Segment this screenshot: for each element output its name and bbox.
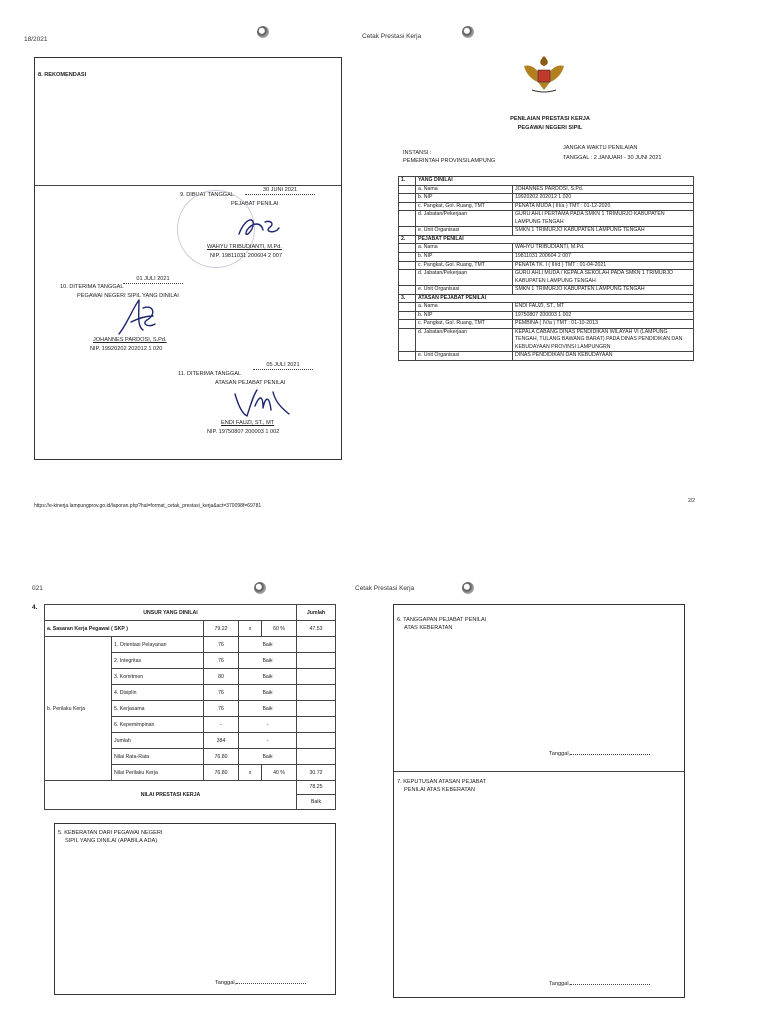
- section-title: ATASAN PEJABAT PENILAI: [416, 294, 694, 303]
- table-row: [399, 352, 694, 361]
- tanggapan-line2: ATAS KEBERATAN: [404, 625, 453, 631]
- identity-table: [398, 176, 694, 361]
- keputusan-line1: 7. KEPUTUSAN ATASAN PEJABAT: [397, 779, 487, 785]
- section-4-number: 4.: [32, 604, 38, 611]
- empty-cell: [297, 653, 336, 669]
- signature-2: [113, 294, 163, 342]
- perilaku-item-label: 1. Orientasi Pelayanan: [112, 637, 204, 653]
- doc-title-2: PEGAWAI NEGERI SIPIL: [517, 125, 583, 131]
- nilai-perilaku-total: 30.72: [297, 765, 336, 781]
- section-number: 2.: [399, 235, 416, 244]
- perilaku-item-label: Jumlah: [112, 733, 204, 749]
- page2-date-corner: 021: [32, 585, 43, 592]
- divider: [394, 771, 684, 772]
- sign9-role: PEJABAT PENILAI: [231, 201, 279, 207]
- sign11-date: 05 JULI 2021: [253, 362, 313, 370]
- punch-hole-icon: [257, 26, 269, 38]
- spacer-cell: [399, 252, 416, 261]
- jangka-label: JANGKA WAKTU PENILAIAN: [563, 145, 638, 151]
- sign10-role: PEGAWAI NEGERI SIPIL YANG DINILAI: [77, 293, 179, 299]
- field-value: GURU AHLI MUDA / KEPALA SEKOLAH PADA SMKN 1 TRIMURJO KABUPATEN LAMPUNG TENGAH: [513, 270, 694, 286]
- keputusan-tanggal: Tanggal,: [549, 981, 650, 988]
- sign11-role: ATASAN PEJABAT PENILAI: [215, 380, 286, 386]
- section-title: PEJABAT PENILAI: [416, 235, 694, 244]
- signature-1: [231, 208, 291, 248]
- table-row: [399, 211, 694, 227]
- jumlah-header: Jumlah: [297, 605, 336, 621]
- response-box: [393, 604, 685, 998]
- spacer-cell: [399, 311, 416, 320]
- field-value: SMKN 1 TRIMURJO KABUPATEN LAMPUNG TENGAH: [513, 285, 694, 294]
- page1-date-corner: 18/2021: [24, 36, 48, 43]
- spacer-cell: [399, 194, 416, 203]
- sign11-label: 11. DITERIMA TANGGAL: [178, 371, 242, 377]
- sign9-name: WAHYU TRIBUDIANTI, M.Pd.: [207, 244, 282, 250]
- table-row: [399, 328, 694, 351]
- skp-label: a. Sasaran Kerja Pegawai ( SKP ): [45, 621, 204, 637]
- skp-percent: 60 %: [262, 621, 297, 637]
- perilaku-item-label: 2. Integritas: [112, 653, 204, 669]
- field-value: PEMBINA ( IV/a ) TMT : 01-10-2013: [513, 320, 694, 329]
- table-row: [399, 185, 694, 194]
- table-row: [399, 303, 694, 312]
- field-value: PENATA TK. I ( III/d ) TMT : 01-04-2021: [513, 261, 694, 270]
- signature-box: [34, 57, 342, 460]
- empty-cell: [297, 685, 336, 701]
- empty-cell: [297, 637, 336, 653]
- table-row: [399, 227, 694, 236]
- field-value: 19811031 200604 2 007: [513, 252, 694, 261]
- perilaku-item-score: 76: [204, 685, 239, 701]
- spacer-cell: [399, 227, 416, 236]
- section-number: 3.: [399, 294, 416, 303]
- spacer-cell: [399, 285, 416, 294]
- sign9-date: 30 JUNI 2021: [245, 187, 315, 195]
- spacer-cell: [399, 328, 416, 351]
- spacer-cell: [399, 352, 416, 361]
- sign10-name: JOHANNES PARDOSI, S.Pd.: [93, 337, 167, 343]
- field-label: b. NIP: [416, 194, 513, 203]
- empty-cell: [297, 701, 336, 717]
- nilai-prestasi-cell: [297, 781, 336, 810]
- perilaku-item-score: 80: [204, 669, 239, 685]
- punch-hole-icon: [254, 582, 266, 594]
- tanggapan-line1: 6. TANGGAPAN PEJABAT PENILAI: [397, 617, 487, 623]
- nilai-perilaku-label: Nilai Perilaku Kerja: [112, 765, 204, 781]
- field-label: d. Jabatan/Pekerjaan: [416, 211, 513, 227]
- perilaku-item-label: 5. Kerjasama: [112, 701, 204, 717]
- nilai-perilaku-multiplier: x: [239, 765, 262, 781]
- perilaku-item-label: 6. Kepemimpinan: [112, 717, 204, 733]
- field-value: SMKN 1 TRIMURJO KABUPATEN LAMPUNG TENGAH: [513, 227, 694, 236]
- perilaku-item-score: 384: [204, 733, 239, 749]
- section-number: 1.: [399, 177, 416, 186]
- field-value: ENDI FAUZI, ST., MT: [513, 303, 694, 312]
- skp-multiplier: x: [239, 621, 262, 637]
- table-row: [399, 320, 694, 329]
- field-value: PENATA MUDA ( III/a ) TMT : 01-12-2020: [513, 202, 694, 211]
- field-value: 19920202 202012 1 020: [513, 194, 694, 203]
- perilaku-item-grade: Baik: [239, 685, 297, 701]
- spacer-cell: [399, 320, 416, 329]
- perilaku-item-label: Nilai Rata-Rata: [112, 749, 204, 765]
- table-row: [399, 261, 694, 270]
- field-label: d. Jabatan/Pekerjaan: [416, 328, 513, 351]
- nilai-prestasi-grade: Baik: [310, 799, 322, 805]
- field-label: b. NIP: [416, 311, 513, 320]
- divider: [35, 185, 341, 186]
- punch-hole-icon: [462, 582, 474, 594]
- perilaku-item-grade: Baik: [239, 669, 297, 685]
- field-label: e. Unit Organisasi: [416, 227, 513, 236]
- page2-header-title: Cetak Prestasi Kerja: [355, 585, 415, 592]
- field-value: KEPALA CABANG DINAS PENDIDIKAN WILAYAH VI (LAMPUNG TENGAH, TULANG BAWANG BARAT) PADA DINAS PENDIDIKAN DAN KEBUDAYAAN PROVINSI LAMPUNGRN: [513, 328, 694, 351]
- footer-page-number: 2/2: [688, 498, 695, 504]
- empty-cell: [297, 749, 336, 765]
- garuda-emblem-icon: [520, 52, 568, 96]
- field-value: DINAS PENDIDIKAN DAN KEBUDAYAAN: [513, 352, 694, 361]
- table-row: [399, 270, 694, 286]
- instansi-label: INSTANSI :: [403, 150, 432, 156]
- perilaku-item-score: 76: [204, 637, 239, 653]
- perilaku-item-score: 76: [204, 701, 239, 717]
- table-row: [399, 194, 694, 203]
- field-label: a. Nama: [416, 303, 513, 312]
- empty-cell: [297, 717, 336, 733]
- spacer-cell: [399, 202, 416, 211]
- sign10-date: 01 JULI 2021: [123, 276, 183, 284]
- perilaku-item-label: 4. Disiplin: [112, 685, 204, 701]
- nilai-prestasi-value: 78.25: [297, 781, 335, 795]
- keberatan-tanggal: Tanggal,: [215, 980, 306, 987]
- tanggapan-tanggal: Tanggal,: [549, 751, 650, 758]
- field-label: c. Pangkat, Gol. Ruang, TMT: [416, 261, 513, 270]
- table-row: [399, 252, 694, 261]
- sign10-nip: NIP. 19920202 202012 1 020: [90, 346, 163, 352]
- section-title: YANG DINILAI: [416, 177, 694, 186]
- spacer-cell: [399, 211, 416, 227]
- perilaku-item-label: 3. Komitmen: [112, 669, 204, 685]
- spacer-cell: [399, 270, 416, 286]
- section-header-row: [399, 177, 694, 186]
- skp-value: 79.22: [204, 621, 239, 637]
- sign11-nip: NIP. 19750807 200003 1 002: [207, 429, 280, 435]
- empty-cell: [297, 733, 336, 749]
- field-label: c. Pangkat, Gol. Ruang, TMT: [416, 320, 513, 329]
- field-label: b. NIP: [416, 252, 513, 261]
- spacer-cell: [399, 185, 416, 194]
- nilai-perilaku-value: 76.80: [204, 765, 239, 781]
- nilai-perilaku-percent: 40 %: [262, 765, 297, 781]
- instansi-value: PEMERINTAH PROVINSILAMPUNG: [403, 158, 496, 164]
- keberatan-line1: 5. KEBERATAN DARI PEGAWAI NEGERI: [58, 830, 163, 836]
- rekomendasi-label: 8. REKOMENDASI: [38, 72, 87, 78]
- field-value: WAHYU TRIBUDIANTI, M.Pd.: [513, 244, 694, 253]
- field-value: GURU AHLI PERTAMA PADA SMKN 1 TRIMURJO KABUPATEN LAMPUNG TENGAH: [513, 211, 694, 227]
- perilaku-item-grade: Baik: [239, 749, 297, 765]
- sign9-nip: NIP. 19811031 200604 2 007: [210, 253, 282, 259]
- table-row: [399, 202, 694, 211]
- table-row: [399, 285, 694, 294]
- spacer-cell: [399, 261, 416, 270]
- doc-title-1: PENILAIAN PRESTASI KERJA: [510, 116, 590, 122]
- keputusan-line2: PENILAI ATAS KEBERATAN: [404, 787, 476, 793]
- field-value: JOHANNES PARDOSI, S.Pd.: [513, 185, 694, 194]
- table-row: [399, 244, 694, 253]
- perilaku-item-grade: Baik: [239, 701, 297, 717]
- sign11-name: ENDI FAUZI, ST., MT: [221, 420, 275, 426]
- sign10-label: 10. DITERIMA TANGGAL: [60, 284, 124, 290]
- jangka-value: TANGGAL : 2 JANUARI - 30 JUNI 2021: [563, 155, 662, 161]
- perilaku-item-score: 76: [204, 653, 239, 669]
- assessment-table: [44, 604, 336, 810]
- field-label: d. Jabatan/Pekerjaan: [416, 270, 513, 286]
- section-header-row: [399, 235, 694, 244]
- spacer-cell: [399, 244, 416, 253]
- page1-header-title: Cetak Prestasi Kerja: [362, 33, 422, 40]
- field-label: a. Nama: [416, 185, 513, 194]
- unsur-header: UNSUR YANG DINILAI: [45, 605, 297, 621]
- footer-url[interactable]: https://e-kinerja.lampungprov.go.id/laporan.php?hal=format_cetak_prestasi_kerja&act=370098f=69781: [34, 503, 262, 509]
- perilaku-item-grade: Baik: [239, 653, 297, 669]
- field-label: e. Unit Organisasi: [416, 285, 513, 294]
- keberatan-box: [54, 823, 336, 995]
- perilaku-label: b. Perilaku Kerja: [45, 637, 112, 781]
- perilaku-item-score: -: [204, 717, 239, 733]
- perilaku-item-grade: -: [239, 733, 297, 749]
- field-value: 19750807 200003 1 002: [513, 311, 694, 320]
- perilaku-item-score: 76.80: [204, 749, 239, 765]
- empty-cell: [297, 669, 336, 685]
- field-label: e. Unit Organisasi: [416, 352, 513, 361]
- nilai-prestasi-label: NILAI PRESTASI KERJA: [45, 781, 297, 810]
- perilaku-item-grade: Baik: [239, 637, 297, 653]
- signature-3: [229, 384, 299, 424]
- spacer-cell: [399, 303, 416, 312]
- sign9-label: 9. DIBUAT TANGGAL: [180, 192, 234, 198]
- keberatan-line2: SIPIL YANG DINILAI (APABILA ADA): [65, 838, 158, 844]
- punch-hole-icon: [462, 26, 474, 38]
- section-header-row: [399, 294, 694, 303]
- field-label: c. Pangkat, Gol. Ruang, TMT: [416, 202, 513, 211]
- table-row: [45, 637, 336, 653]
- field-label: a. Nama: [416, 244, 513, 253]
- table-row: [399, 311, 694, 320]
- perilaku-item-grade: -: [239, 717, 297, 733]
- skp-total: 47.53: [297, 621, 336, 637]
